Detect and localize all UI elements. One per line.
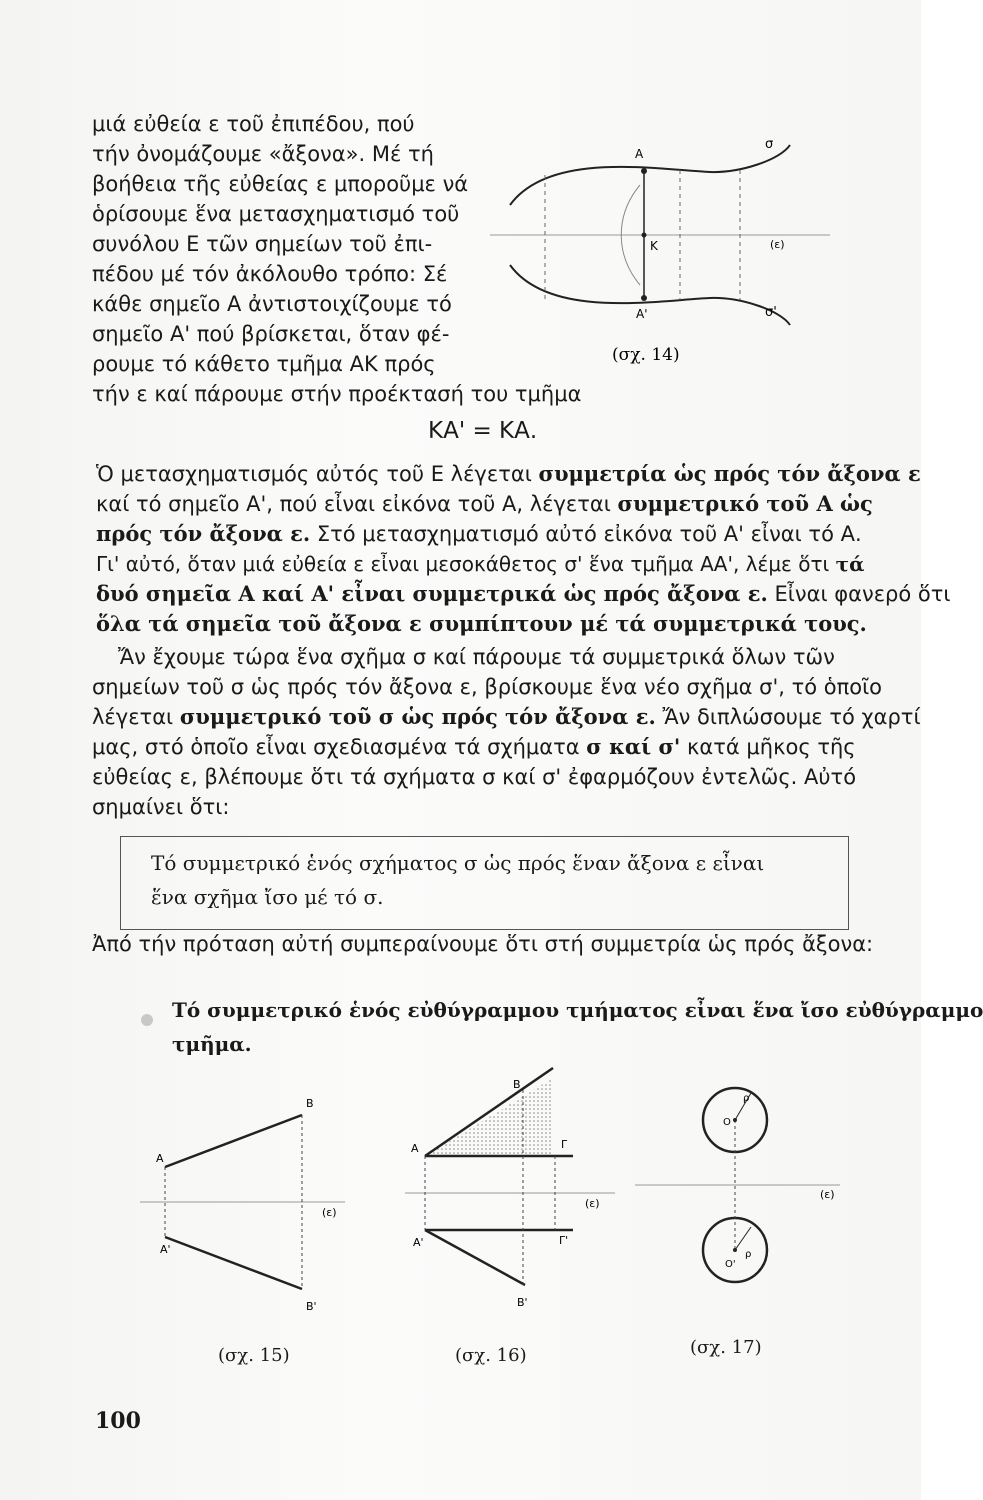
equation: ΚΑ' = ΚΑ. bbox=[428, 418, 538, 444]
fig16-label-Gamma-prime: Γ' bbox=[559, 1234, 569, 1247]
fig16-caption: (σχ. 16) bbox=[455, 1345, 527, 1366]
bold-term: τά bbox=[835, 552, 865, 576]
text-line: σημείων τοῦ σ ὡς πρός τόν ἄξονα ε, βρίσκουμε ἕνα νέο σχῆμα σ', τό ὁποῖο bbox=[92, 675, 883, 699]
bullet-line: Τό συμμετρικό ἑνός εὐθύγραμμου τμήματος εἶναι ἕνα ἴσο εὐθύγραμμο bbox=[172, 998, 983, 1022]
text-span: μας, στό ὁποῖο εἶναι σχεδιασμένα τά σχήματα bbox=[92, 735, 587, 759]
fig14-label-sigma-prime: σ' bbox=[765, 305, 777, 320]
fig17-label-rho: ρ bbox=[743, 1093, 750, 1104]
text-line: σημαίνει ὅτι: bbox=[92, 795, 230, 819]
text-line: τήν ε καί πάρουμε στήν προέκτασή του τμῆμα bbox=[92, 382, 582, 406]
fig16-label-B-prime: Β' bbox=[517, 1296, 528, 1309]
fig14-label-K: Κ bbox=[650, 239, 658, 253]
bullet-line: τμῆμα. bbox=[172, 1032, 252, 1056]
fig17-label-rho-prime: ρ bbox=[745, 1249, 752, 1260]
text-line: κάθε σημεῖο Α ἀντιστοιχίζουμε τό bbox=[92, 292, 452, 316]
theorem-line: ἕνα σχῆμα ἴσο μέ τό σ. bbox=[151, 885, 384, 909]
segment-AB bbox=[165, 1115, 302, 1167]
text-span: Εἶναι φανερό ὅτι bbox=[767, 582, 951, 606]
bold-term: σ καί σ' bbox=[586, 734, 681, 759]
fig16-label-axis: (ε) bbox=[585, 1197, 600, 1210]
figure-15 bbox=[130, 1090, 360, 1320]
text-span: Στό μετασχηματισμό αὐτό εἰκόνα τοῦ Α' εἶναι τό Α. bbox=[310, 522, 862, 546]
fig15-label-axis: (ε) bbox=[322, 1206, 337, 1219]
text-span: Ὁ μετασχηματισμός αὐτός τοῦ Ε λέγεται bbox=[96, 462, 539, 486]
text-span: Γι' αὐτό, ὅταν μιά εὐθεία ε εἶναι μεσοκάθετος σ' ἕνα τμῆμα ΑΑ', λέμε ὅτι bbox=[96, 552, 836, 576]
bold-term: δυό σημεῖα Α καί Α' εἶναι συμμετρικά ὡς πρός ἄξονα ε. bbox=[96, 581, 768, 606]
fig15-label-A-prime: Α' bbox=[160, 1243, 171, 1256]
text-line: μιά εὐθεία ε τοῦ ἐπιπέδου, πού bbox=[92, 112, 415, 136]
curve-sigma bbox=[510, 145, 790, 205]
text-line: τήν ὀνομάζουμε «ἄξονα». Μέ τή bbox=[92, 142, 434, 166]
bold-term: συμμετρικό τοῦ Α ὡς bbox=[617, 491, 873, 516]
page-number: 100 bbox=[95, 1408, 141, 1434]
figure-16 bbox=[405, 1060, 625, 1320]
text-line: ὁρίσουμε ἕνα μετασχηματισμό τοῦ bbox=[92, 202, 460, 226]
theorem-box bbox=[120, 836, 849, 930]
text-span: λέγεται bbox=[92, 705, 180, 729]
text-line: βοήθεια τῆς εὐθείας ε μποροῦμε νά bbox=[92, 172, 469, 196]
theorem-line: Τό συμμετρικό ἑνός σχήματος σ ὡς πρός ἕναν ἄξονα ε εἶναι bbox=[151, 851, 765, 875]
figure-14 bbox=[490, 137, 840, 370]
text-span: κατά μῆκος τῆς bbox=[680, 735, 856, 759]
bold-statement: ὅλα τά σημεῖα τοῦ ἄξονα ε συμπίπτουν μέ τά συμμετρικά τους. bbox=[96, 611, 867, 636]
fig14-label-axis: (ε) bbox=[770, 238, 785, 251]
fig16-label-A: Α bbox=[411, 1142, 419, 1155]
bold-term: συμμετρικό τοῦ σ ὡς πρός τόν ἄξονα ε. bbox=[179, 704, 656, 729]
fig16-label-A-prime: Α' bbox=[413, 1236, 424, 1249]
fig14-label-A: Α bbox=[635, 147, 644, 161]
segment-A-prime-B-prime bbox=[165, 1237, 302, 1289]
fig14-label-sigma: σ bbox=[765, 137, 774, 152]
fig17-caption: (σχ. 17) bbox=[690, 1337, 762, 1358]
text-line: σημεῖο Α' πού βρίσκεται, ὅταν φέ- bbox=[92, 322, 450, 346]
ray-A-prime-B-prime bbox=[425, 1230, 525, 1285]
fig16-label-B: Β bbox=[513, 1078, 521, 1091]
fig15-caption: (σχ. 15) bbox=[218, 1345, 290, 1366]
fig14-label-A-prime: Α' bbox=[636, 307, 648, 321]
bold-term: συμμετρία ὡς πρός τόν ἄξονα ε bbox=[538, 461, 921, 486]
figure-17 bbox=[635, 1075, 850, 1305]
fig15-label-A: Α bbox=[156, 1152, 164, 1165]
text-line: συνόλου Ε τῶν σημείων τοῦ ἐπι- bbox=[92, 232, 433, 256]
bold-term: πρός τόν ἄξονα ε. bbox=[96, 521, 311, 546]
fig17-label-O-prime: Ο' bbox=[725, 1259, 736, 1270]
text-span: καί τό σημεῖο Α', πού εἶναι εἰκόνα τοῦ Α, λέγεται bbox=[96, 492, 618, 516]
text-span: Ἄν διπλώσουμε τό χαρτί bbox=[655, 705, 921, 729]
text-line: ρουμε τό κάθετο τμῆμα ΑΚ πρός bbox=[92, 352, 436, 376]
fig17-label-O: Ο bbox=[723, 1117, 731, 1128]
fig17-label-axis: (ε) bbox=[820, 1188, 835, 1201]
text-line: πέδου μέ τόν ἀκόλουθο τρόπο: Σέ bbox=[92, 262, 448, 286]
curve-sigma-prime bbox=[510, 265, 790, 325]
text-line: Ἄν ἔχουμε τώρα ἕνα σχῆμα σ καί πάρουμε τά συμμετρικά ὅλων τῶν bbox=[118, 645, 835, 669]
fig15-label-B-prime: Β' bbox=[306, 1300, 317, 1313]
fig14-caption: (σχ. 14) bbox=[612, 345, 680, 365]
conclusion-line: Ἀπό τήν πρόταση αὐτή συμπεραίνουμε ὅτι στή συμμετρία ὡς πρός ἄξονα: bbox=[92, 932, 874, 956]
bullet-dot bbox=[141, 1014, 153, 1026]
fig15-label-B: Β bbox=[306, 1097, 314, 1110]
fig16-label-Gamma: Γ bbox=[561, 1138, 568, 1151]
text-line: εὐθείας ε, βλέπουμε ὅτι τά σχήματα σ καί σ' ἐφαρμόζουν ἐντελῶς. Αὐτό bbox=[92, 765, 857, 789]
